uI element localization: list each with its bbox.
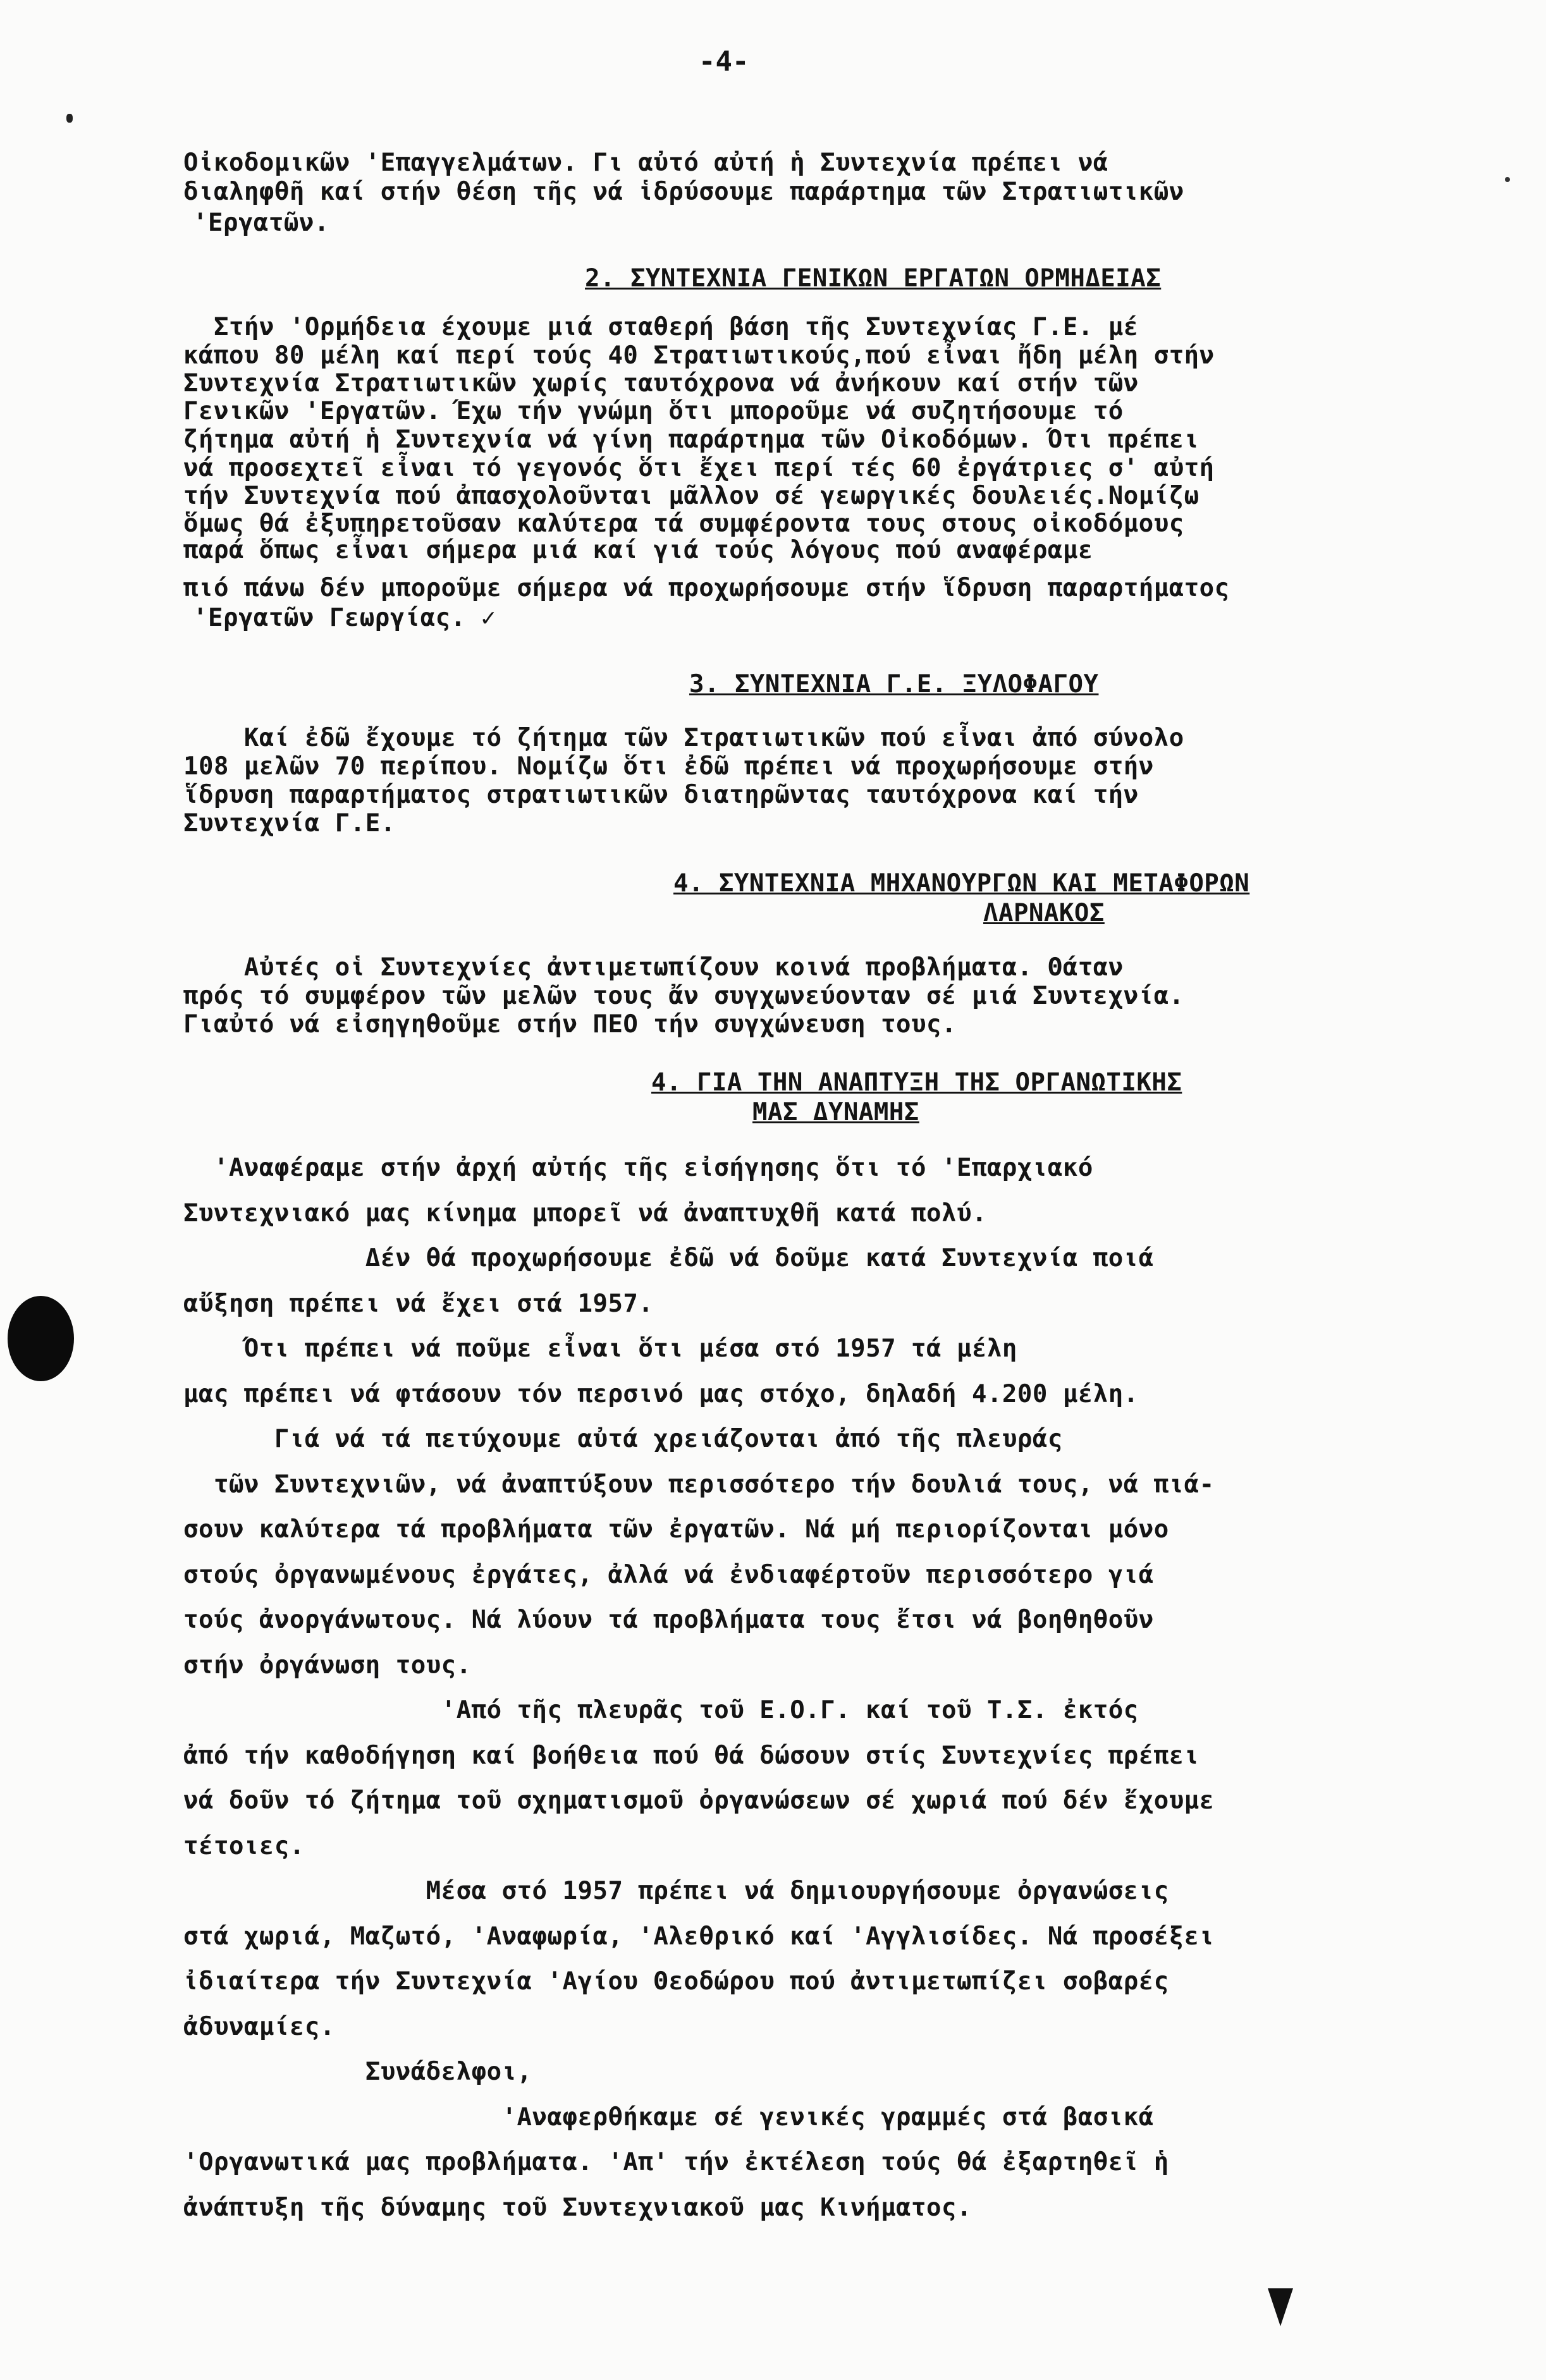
text-line: στούς ὀργανωμένους ἐργάτες, ἀλλά νά ἐνδιαφέρτοῦν περισσότερο γιά [183,1561,1154,1589]
text-line: τῶν Συντεχνιῶν, νά ἀναπτύξουν περισσότερο τήν δουλιά τους, νά πιά- [183,1470,1215,1499]
section-heading: 2. ΣΥΝΤΕΧΝΙΑ ΓΕΝΙΚΩΝ ΕΡΓΑΤΩΝ ΟΡΜΗΔΕΙΑΣ [585,264,1162,293]
text-line: Γιαὐτό νά εἰσηγηθοῦμε στήν ΠΕΟ τήν συγχώνευση τους. [183,1010,957,1039]
scan-speck [66,114,73,123]
text-line: Συντεχνία Στρατιωτικῶν χωρίς ταυτόχρονα νά ἀνήκουν καί στήν τῶν [183,369,1139,398]
text-line: ἀπό τήν καθοδήγηση καί βοήθεια πού θά δώσουν στίς Συντεχνίες πρέπει [183,1742,1199,1770]
text-line: ἀδυναμίες. [183,2013,335,2041]
text-line: Συντεχνιακό μας κίνημα μπορεῖ νά ἀναπτυχθῆ κατά πολύ. [183,1199,987,1228]
scan-speck [1505,177,1510,182]
text-line: νά δοῦν τό ζήτημα τοῦ σχηματισμοῦ ὀργανώσεων σέ χωριά πού δέν ἔχουμε [183,1786,1215,1815]
text-line: αὔξηση πρέπει νά ἔχει στά 1957. [183,1290,654,1318]
text-line: Συνάδελφοι, [183,2058,532,2086]
text-line: Καί ἐδῶ ἔχουμε τό ζήτημα τῶν Στρατιωτικῶν πού εἶναι ἀπό σύνολο [183,724,1184,752]
text-line: ἀνάπτυξη τῆς δύναμης τοῦ Συντεχνιακοῦ μας Κινήματος. [183,2194,972,2222]
text-line: ζήτημα αὐτή ἡ Συντεχνία νά γίνη παράρτημα τῶν Οἰκοδόμων. Ότι πρέπει [183,425,1199,454]
text-line: Δέν θά προχωρήσουμε ἐδῶ νά δοῦμε κατά Συντεχνία ποιά [183,1244,1154,1272]
text-line: πρός τό συμφέρον τῶν μελῶν τους ἄν συγχωνεύονταν σέ μιά Συντεχνία. [183,982,1184,1010]
text-line: 'Οργανωτικά μας προβλήματα. 'Απ' τήν ἐκτέλεση τούς θά ἐξαρτηθεῖ ἡ [183,2148,1169,2176]
text-line: Γενικῶν 'Εργατῶν. Έχω τήν γνώμη ὅτι μποροῦμε νά συζητήσουμε τό [183,397,1124,425]
text-line: 'Από τῆς πλευρᾶς τοῦ Ε.Ο.Γ. καί τοῦ Τ.Σ. ἐκτός [183,1696,1139,1724]
text-line: παρά ὅπως εἶναι σήμερα μιά καί γιά τούς λόγους πού αναφέραμε [183,536,1093,564]
text-line: Οἰκοδομικῶν 'Επαγγελμάτων. Γι αὐτό αὐτή ἡ Συντεχνία πρέπει νά [183,149,1108,177]
section-heading: 4. ΓΙΑ ΤΗΝ ΑΝΑΠΤΥΞΗ ΤΗΣ ΟΡΓΑΝΩΤΙΚΗΣ [651,1068,1182,1097]
section-heading: ΛΑΡΝΑΚΟΣ [983,899,1105,927]
text-line: πιό πάνω δέν μποροῦμε σήμερα νά προχωρήσουμε στήν ἵδρυση παραρτήματος [183,574,1230,602]
tick-mark-icon [1268,2288,1293,2326]
text-line: 108 μελῶν 70 περίπου. Νομίζω ὅτι ἐδῶ πρέπει νά προχωρήσουμε στήν [183,752,1154,781]
text-line: 'Εργατῶν. [193,209,329,237]
text-line: στά χωριά, Μαζωτό, 'Αναφωρία, 'Αλεθρικό καί 'Αγγλισίδες. Νά προσέξει [183,1922,1215,1951]
text-line: Στήν 'Ορμήδεια έχουμε μιά σταθερή βάση τῆς Συντεχνίας Γ.Ε. μέ [183,313,1139,341]
text-line: Συντεχνία Γ.Ε. [183,809,396,838]
text-line: ὅμως θά ἐξυπηρετοῦσαν καλύτερα τά συμφέροντα τους στους οἰκοδόμους [183,510,1184,538]
text-line: κάπου 80 μέλη καί περί τούς 40 Στρατιωτικούς,πού εἶναι ἤδη μέλη στήν [183,341,1215,370]
punch-hole-mark [8,1296,74,1381]
text-line: νά προσεχτεῖ εἶναι τό γεγονός ὅτι ἔχει περί τές 60 ἐργάτριες σ' αὐτή [183,454,1215,482]
text-line: 'Αναφέραμε στήν ἀρχή αὐτής τῆς εἰσήγησης ὅτι τό 'Επαρχιακό [183,1154,1093,1182]
text-line: σουν καλύτερα τά προβλήματα τῶν ἐργατῶν. Νά μή περιορίζονται μόνο [183,1515,1169,1544]
text-line: Γιά νά τά πετύχουμε αὐτά χρειάζονται ἀπό τῆς πλευράς [183,1425,1063,1453]
text-line: Μέσα στό 1957 πρέπει νά δημιουργήσουμε ὀργανώσεις [183,1877,1169,1905]
text-line: τήν Συντεχνία πού ἀπασχολοῦνται μᾶλλον σέ γεωργικές δουλειές.Νομίζω [183,482,1199,510]
text-line: στήν ὀργάνωση τους. [183,1651,472,1680]
text-line: Ότι πρέπει νά ποῦμε εἶναι ὅτι μέσα στό 1957 τά μέλη [183,1334,1017,1363]
section-heading: 4. ΣΥΝΤΕΧΝΙΑ ΜΗΧΑΝΟΥΡΓΩΝ ΚΑΙ ΜΕΤΑΦΟΡΩΝ [673,869,1250,898]
text-line: τέτοιες. [183,1832,305,1860]
text-line: τούς ἀνοργάνωτους. Νά λύουν τά προβλήματα τους ἔτσι νά βοηθηθοῦν [183,1606,1154,1634]
text-line: ἵδρυση παραρτήματος στρατιωτικῶν διατηρῶντας ταυτόχρονα καί τήν [183,781,1139,809]
text-line: μας πρέπει νά φτάσουν τόν περσινό μας στόχο, δηλαδή 4.200 μέλη. [183,1380,1139,1408]
text-line: ἰδιαίτερα τήν Συντεχνία 'Αγίου Θεοδώρου πού ἀντιμετωπίζει σοβαρές [183,1967,1169,1996]
text-line: Αὐτές οἱ Συντεχνίες ἀντιμετωπίζουν κοινά προβλήματα. Θάταν [183,953,1124,982]
section-heading: 3. ΣΥΝΤΕΧΝΙΑ Γ.Ε. ΞΥΛΟΦΑΓΟΥ [689,670,1099,699]
text-line: διαληφθῆ καί στήν θέση τῆς νά ἱδρύσουμε παράρτημα τῶν Στρατιωτικῶν [183,178,1184,206]
page-number: -4- [699,46,749,78]
section-heading: ΜΑΣ ΔΥΝΑΜΗΣ [752,1098,919,1126]
text-line: 'Αναφερθήκαμε σέ γενικές γραμμές στά βασικά [183,2103,1154,2132]
text-line: 'Εργατῶν Γεωργίας. ✓ [193,604,496,632]
